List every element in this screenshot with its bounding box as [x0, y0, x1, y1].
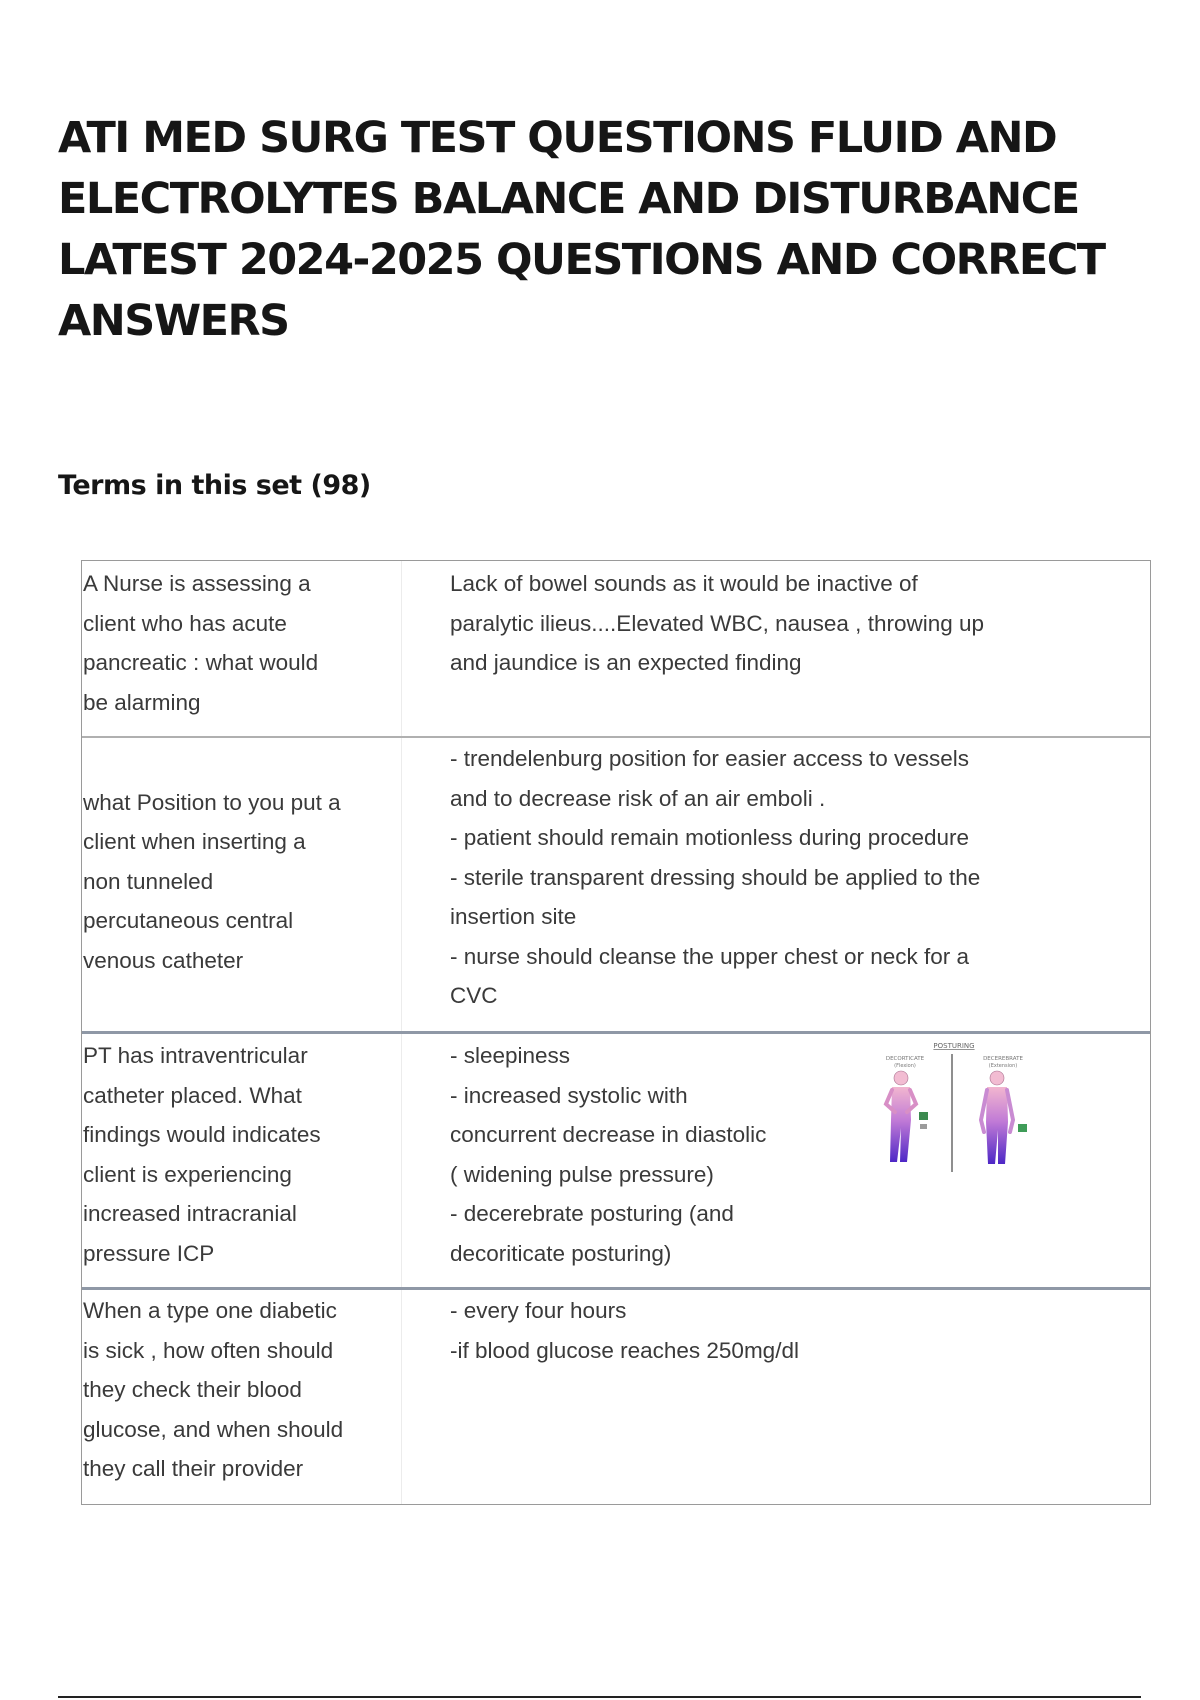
term-answer: Lack of bowel sounds as it would be inactive of paralytic ilieus....Elevated WBC, nausea , throwing up and jaundice is an expected finding	[450, 571, 985, 675]
decerebrate-sublabel: (Extension)	[988, 1063, 1018, 1069]
term-question: what Position to you put a client when inserting a non tunneled percutaneous central venous catheter	[82, 738, 402, 1031]
term-row	[82, 1287, 1150, 1504]
term-answer: - trendelenburg position for easier access to vessels and to decrease risk of an air emboli . - patient should remain motionless during procedure - sterile transparent dressing should be applied to the insertion site - nurse should cleanse the upper chest or neck for a CVC	[450, 746, 981, 1008]
term-row	[82, 561, 1150, 736]
posturing-heading: POSTURING	[933, 1042, 975, 1050]
term-question: PT has intraventricular catheter placed. What findings would indicates client is experiencing increased intracranial pressure ICP	[82, 1034, 402, 1287]
term-row	[82, 1031, 1150, 1287]
terms-heading: Terms in this set (98)	[58, 470, 371, 501]
footer-divider	[58, 1696, 1141, 1698]
decerebrate-label: DECEREBRATE	[983, 1056, 1023, 1062]
term-question: When a type one diabetic is sick , how often should they check their blood glucose, and when should they call their provider	[82, 1290, 402, 1504]
term-row	[82, 736, 1150, 1031]
decorticate-sublabel: (Flexion)	[894, 1063, 916, 1069]
posturing-illustration	[867, 1040, 1042, 1182]
term-answer: - sleepiness - increased systolic with concurrent decrease in diastolic ( widening pulse pressure) - decerebrate posturing (and decoriticate posturing)	[450, 1043, 767, 1266]
term-answer: - every four hours -if blood glucose reaches 250mg/dl	[450, 1298, 799, 1363]
decerebrate-figure	[981, 1071, 1027, 1164]
terms-table	[81, 560, 1151, 1505]
decorticate-figure	[886, 1071, 928, 1162]
term-question: A Nurse is assessing a client who has acute pancreatic : what would be alarming	[82, 561, 402, 736]
document-title: ATI MED SURG TEST QUESTIONS FLUID AND ELECTROLYTES BALANCE AND DISTURBANCE LATEST 2024-2025 QUESTIONS AND CORRECT ANSWERS	[58, 113, 1105, 346]
decorticate-label: DECORTICATE	[885, 1056, 925, 1062]
